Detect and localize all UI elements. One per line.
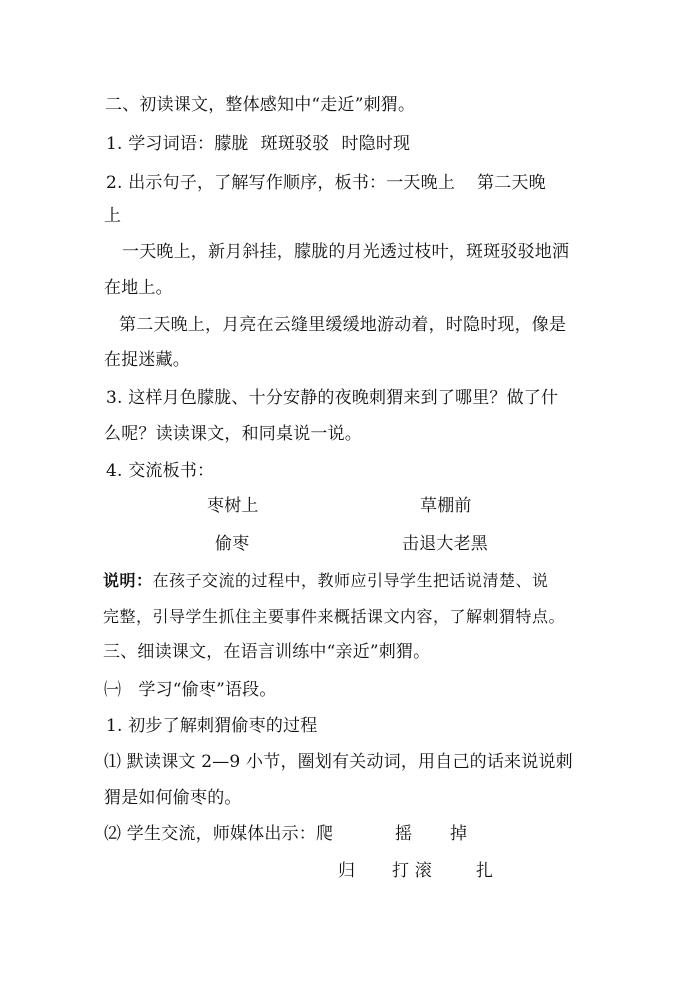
verb-fall: 掉 [450,824,468,844]
board-cell-tree: 枣树上 [207,496,259,516]
item-4: 4. 交流板书： [106,461,215,481]
item-1-vocabulary [106,133,410,155]
item-3-line-b: 么呢？读读课文，和同桌说一说。 [104,424,362,444]
part-1-item-1: 1. 初步了解刺猬偷枣的过程 [106,716,318,736]
item-1-label: 1. 学习词语：朦胧 [106,134,249,154]
point-1-line-a: ⑴ 默读课文 2—9 小节，圈划有关动词，用自己的话来说说刺 [104,752,573,772]
note-label: 说明： [103,571,153,590]
verb-pierce: 扎 [476,861,494,881]
point-2-line: ⑵ 学生交流，师媒体出示：爬 [104,824,334,844]
verb-shake: 摇 [395,824,413,844]
item-2-second-night: 第二天晚 [477,173,546,193]
item-1-word-3: 时隐时现 [341,134,411,154]
part-1-heading: ㈠ 学习“偷枣”语段。 [104,680,277,700]
sentence-1-line-b: 在地上。 [104,278,173,298]
note-line-b: 完整，引导学生抓住主要事件来概括课文内容，了解刺猬特点。 [103,607,566,626]
section-heading-3: 三、细读课文，在语言训练中“亲近”刺猬。 [103,642,431,662]
board-cell-shed: 草棚前 [420,496,472,516]
section-heading-2: 二、初读课文，整体感知中“走近”刺猬。 [105,95,416,115]
sentence-2-line-b: 在捉迷藏。 [104,350,190,370]
sentence-1-line-a: 一天晚上，新月斜挂，朦胧的月光透过枝叶，斑斑驳驳地洒 [122,242,570,262]
item-1-word-2: 斑斑驳驳 [260,134,330,154]
item-2-line-b: 上 [104,206,122,226]
verb-roll: 打 滚 [392,861,433,881]
item-3-line-a: 3. 这样月色朦胧、十分安静的夜晚刺猬来到了哪里？做了什 [106,388,559,408]
sentence-2-line-a: 第二天晚上，月亮在云缝里缓缓地游动着，时隐时现，像是 [119,315,567,335]
item-2-text: 2. 出示句子，了解写作顺序，板书：一天晚上 [106,173,456,193]
point-1-line-b: 猬是如何偷枣的。 [104,788,242,808]
note-line-a [103,570,549,592]
verb-return: 归 [338,861,356,881]
board-cell-repel-dog: 击退大老黑 [402,534,488,554]
note-text-a: 在孩子交流的过程中，教师应引导学生把话说清楚、说 [152,571,549,590]
item-2-line-a [106,172,546,194]
board-cell-steal-dates: 偷枣 [215,534,250,554]
